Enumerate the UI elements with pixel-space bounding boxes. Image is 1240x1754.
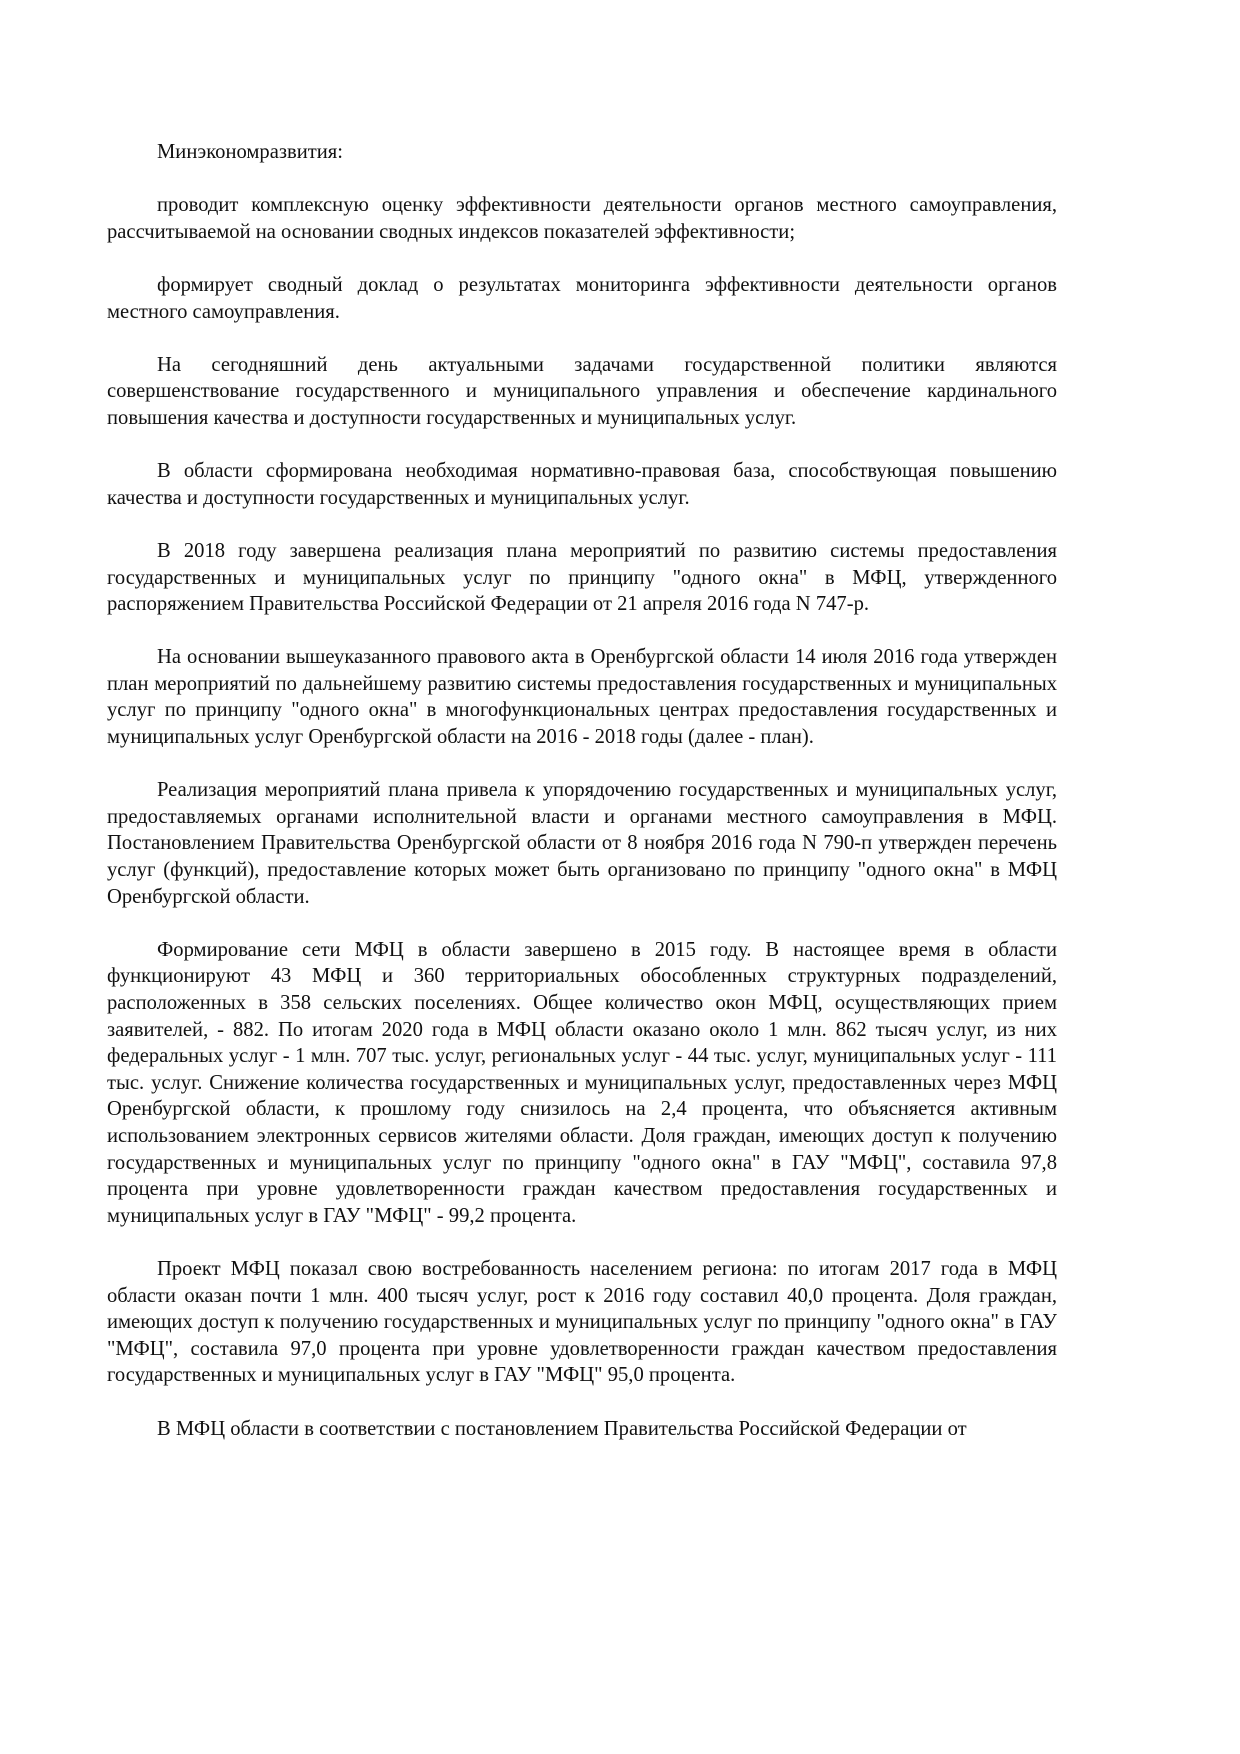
paragraph-plan-implementation: Реализация мероприятий плана привела к упорядочению государственных и муниципальных услуг, предоставляемых органами исполнительной власти и органами местного самоуправления в МФЦ. Постановлением Правительства Оренбургской области от 8 ноября 2016 года N 790-п утвержден перечень услуг (функций), предоставление которых может быть организовано по принципу "одного окна" в МФЦ Оренбургской области. [107,779,1057,908]
paragraph-mfc-regulation: В МФЦ области в соответствии с постановлением Правительства Российской Федерации от [157,1417,967,1440]
paragraph-assessment: проводит комплексную оценку эффективности деятельности органов местного самоуправления, рассчитываемой на основании сводных индексов показателей эффективности; [107,194,1057,243]
paragraph-report: формирует сводный доклад о результатах мониторинга эффективности деятельности органов местного самоуправления. [107,273,1057,323]
paragraph-2018-plan: В 2018 году завершена реализация плана мероприятий по развитию системы предоставления государственных и муниципальных услуг по принципу "одного окна" в МФЦ, утвержденного распоряжением Правительства Российской Федерации от 21 апреля 2016 года N 747-р. [107,539,1057,616]
paragraph-mfc-network: Формирование сети МФЦ в области завершено в 2015 году. В настоящее время в области функционируют 43 МФЦ и 360 территориальных обособленных структурных подразделений, расположенных в 358 сельских поселениях. Общее количество окон МФЦ, осуществляющих прием заявителей, - 882. По итогам 2020 года в МФЦ области оказано около 1 млн. 862 тысяч услуг, из них федеральных услуг - 1 млн. 707 тыс. услуг, региональных услуг - 44 тыс. услуг, муниципальных услуг - 111 тыс. услуг. Снижение количества государственных и муниципальных услуг, предоставленных через МФЦ Оренбургской области, к прошлому году снизилось на 2,4 процента, что объясняется активным использованием электронных сервисов жителями области. Доля граждан, имеющих доступ к получению государственных и муниципальных услуг по принципу "одного окна" в ГАУ "МФЦ", составила 97,8 процента при уровне удовлетворенности граждан качеством предоставления государственных и муниципальных услуг в ГАУ "МФЦ" - 99,2 процента. [107,938,1057,1227]
paragraph-policy-tasks: На сегодняшний день актуальными задачами государственной политики являются совершенствование государственного и муниципального управления и обеспечение кардинального повышения качества и доступности государственных и муниципальных услуг. [107,353,1057,429]
document-body [107,139,1057,1469]
paragraph-mfc-project: Проект МФЦ показал свою востребованность населением региона: по итогам 2017 года в МФЦ области оказан почти 1 млн. 400 тысяч услуг, рост к 2016 году составил 40,0 процента. Доля граждан, имеющих доступ к получению государственных и муниципальных услуг по принципу "одного окна" в ГАУ "МФЦ", составила 97,0 процента при уровне удовлетворенности граждан качеством предоставления государственных и муниципальных услуг в ГАУ "МФЦ" 95,0 процента. [107,1257,1057,1387]
paragraph-legal-base: В области сформирована необходимая нормативно-правовая база, способствующая повышению качества и доступности государственных и муниципальных услуг. [107,460,1057,509]
paragraph-regional-plan: На основании вышеуказанного правового акта в Оренбургской области 14 июля 2016 года утвержден план мероприятий по дальнейшему развитию системы предоставления государственных и муниципальных услуг по принципу "одного окна" в многофункциональных центрах предоставления государственных и муниципальных услуг Оренбургской области на 2016 - 2018 годы (далее - план). [107,646,1057,749]
paragraph-ministry-heading: Минэкономразвития: [157,141,343,163]
